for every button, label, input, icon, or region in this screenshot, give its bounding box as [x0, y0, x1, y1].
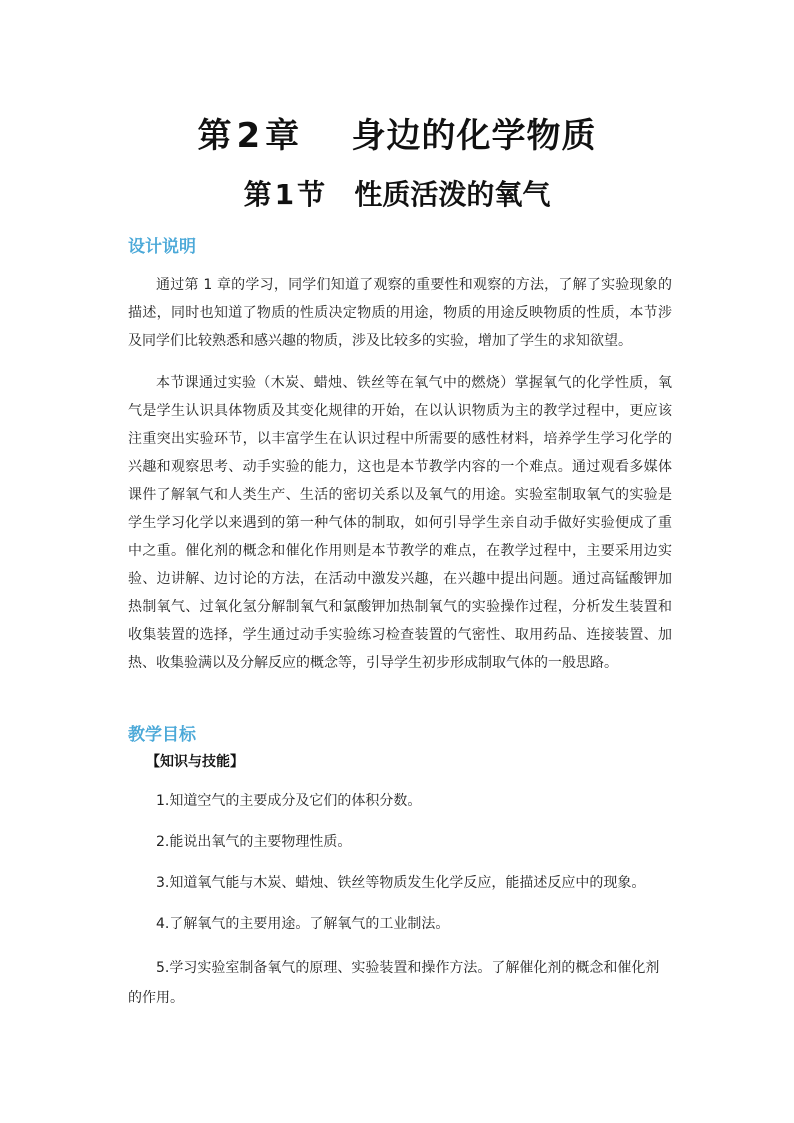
goal-item-3: 3.知道氧气能与木炭、蜡烛、铁丝等物质发生化学反应，能描述反应中的现象。	[156, 875, 646, 891]
section-number: 1	[274, 178, 295, 211]
goal-item-5: 5.学习实验室制备氧气的原理、实验装置和操作方法。了解催化剂的概念和催化剂的作用。	[128, 960, 660, 1006]
section-suffix: 节	[297, 178, 326, 211]
chapter-name: 身边的化学物质	[351, 116, 597, 156]
section-prefix: 第	[243, 178, 272, 211]
goals-heading: 教学目标	[128, 725, 196, 745]
design-paragraph-2: 本节课通过实验（木炭、蜡烛、铁丝等在氧气中的燃烧）掌握氧气的化学性质，氧气是学生认识具体物质及其变化规律的开始，在以认识物质为主的教学过程中，更应该注重突出实验环节，以丰富学生在认识过程中所需要的感性材料，培养学生学习化学的兴趣和观察思考、动手实验的能力，这也是本节教学内容的一个难点。通过观看多媒体课件了解氧气和人类生产、生活的密切关系以及氧气的用途。实验室制取氧气的实验是学生学习化学以来遇到的第一种气体的制取，如何引导学生亲自动手做好实验便成了重中之重。催化剂的概念和催化作用则是本节教学的难点，在教学过程中，主要采用边实验、边讲解、边讨论的方法，在活动中激发兴趣，在兴趣中提出问题。通过高锰酸钾加热制氧气、过氧化氢分解制氧气和氯酸钾加热制氧气的实验操作过程，分析发生装置和收集装置的选择，学生通过动手实验练习检查装置的气密性、取用药品、连接装置、加热、收集验满以及分解反应的概念等，引导学生初步形成制取气体的一般思路。	[128, 375, 672, 671]
goal-item-2: 2.能说出氧气的主要物理性质。	[156, 834, 352, 850]
chapter-suffix: 章	[265, 116, 301, 156]
section-name: 性质活泼的氧气	[354, 178, 551, 211]
chapter-number: 2	[236, 116, 262, 156]
design-heading: 设计说明	[128, 237, 196, 257]
section-title	[0, 173, 794, 213]
design-paragraph-1: 通过第 1 章的学习，同学们知道了观察的重要性和观察的方法，了解了实验现象的描述，同时也知道了物质的性质决定物质的用途，物质的用途反映物质的性质，本节涉及同学们比较熟悉和感兴趣的物质，涉及比较多的实验，增加了学生的求知欲望。	[128, 277, 672, 349]
chapter-prefix: 第	[197, 116, 233, 156]
goal-item-4: 4.了解氧气的主要用途。了解氧气的工业制法。	[156, 916, 450, 932]
knowledge-skills-subheading: 【知识与技能】	[146, 754, 244, 770]
chapter-title	[0, 108, 794, 157]
goal-item-1: 1.知道空气的主要成分及它们的体积分数。	[156, 793, 422, 809]
